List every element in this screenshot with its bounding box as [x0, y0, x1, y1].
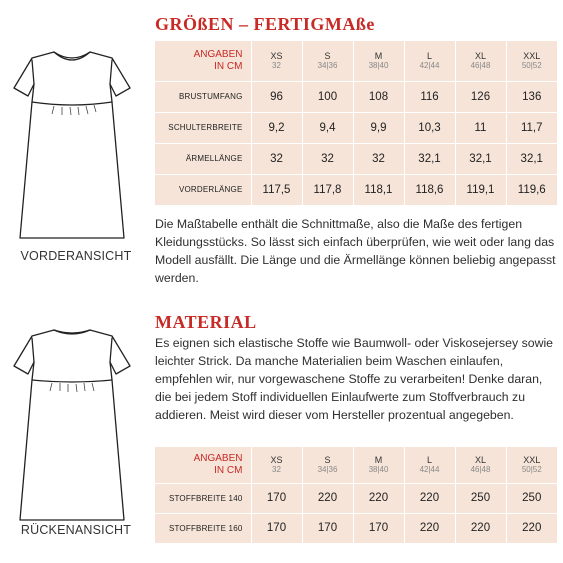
size-col-l: L 42|44: [404, 447, 455, 483]
sizes-description: Die Maßtabelle enthält die Schnittmaße, also die Maße des fertigen Kleidungsstücks. So lässt sich einfach überprüfen, wie weit oder lang das Modell ausfällt. Die Länge und die Ärmellänge können beliebig angepasst werden.: [155, 217, 556, 285]
size-col-xl: XL 46|48: [455, 41, 506, 81]
table-cell: 32,1: [506, 143, 557, 174]
size-chart-header-label: ANGABEN IN CM: [155, 41, 251, 81]
table-cell: 117,8: [302, 174, 353, 205]
front-view-sketch: [8, 40, 136, 245]
table-cell: 118,6: [404, 174, 455, 205]
size-col-m: M 38|40: [353, 447, 404, 483]
table-row: [155, 174, 557, 205]
size-col-m: M 38|40: [353, 41, 404, 81]
table-cell: 170: [302, 513, 353, 543]
table-row: [155, 143, 557, 174]
table-cell: 119,6: [517, 183, 546, 196]
table-cell: 32,1: [455, 143, 506, 174]
table-cell: 11,7: [506, 112, 557, 143]
size-col-s: S 34|36: [302, 41, 353, 81]
table-cell: 220: [302, 483, 353, 513]
row-label-stoffbreite-140: STOFFBREITE 140: [155, 483, 251, 513]
dress-back-drawing: [8, 320, 136, 528]
table-cell: 250: [455, 483, 506, 513]
table-cell: 96: [251, 81, 302, 112]
size-col-xxl: XXL 50|52: [506, 41, 557, 81]
table-cell: 220: [522, 522, 542, 535]
table-cell: 116: [404, 81, 455, 112]
table-cell: 118,1: [353, 174, 404, 205]
size-col-l: L 42|44: [404, 41, 455, 81]
table-cell: 11: [455, 112, 506, 143]
material-description: Es eignen sich elastische Stoffe wie Baumwoll- oder Viskosejersey sowie leichter Strick. Da manche Materialien beim Waschen einlaufen, empfehlen wir, nur vorgewaschene Stoffe zu verarbeiten! Denke daran, die bei jedem Stoff individuellen Einlaufwerte zum Stoffverbrauch zu addieren. Meist wird dieser vom Hersteller prozentual angegeben.: [155, 336, 554, 422]
table-cell: 170: [353, 513, 404, 543]
table-row: [155, 81, 557, 112]
table-cell: 32: [251, 143, 302, 174]
back-view-label: RÜCKENANSICHT: [20, 523, 132, 537]
table-row: [155, 112, 557, 143]
table-cell: 126: [455, 81, 506, 112]
row-label-vorderlaenge: VORDERLÄNGE: [155, 174, 251, 205]
size-col-xs: XS 32: [251, 447, 302, 483]
sizes-title: GRÖßEN – FERTIGMAße: [155, 14, 375, 34]
fabric-chart-header-label: ANGABEN IN CM: [155, 447, 251, 483]
table-cell: 170: [251, 513, 302, 543]
size-chart-table: [155, 41, 557, 205]
size-col-xl: XL 46|48: [455, 447, 506, 483]
table-cell: 9,2: [251, 112, 302, 143]
table-cell: 10,3: [404, 112, 455, 143]
row-label-schulterbreite: SCHULTERBREITE: [155, 112, 251, 143]
fabric-chart-table: [155, 447, 557, 543]
table-cell: 170: [251, 483, 302, 513]
table-cell: 100: [302, 81, 353, 112]
row-label-stoffbreite-160: STOFFBREITE 160: [155, 513, 251, 543]
table-row: [155, 483, 557, 513]
table-cell: 220: [455, 513, 506, 543]
row-label-aermellaenge: ÄRMELLÄNGE: [155, 143, 251, 174]
sketch-column: [0, 0, 152, 563]
table-cell: 117,5: [251, 174, 302, 205]
table-cell: 220: [404, 513, 455, 543]
table-cell: 136: [506, 81, 557, 112]
table-cell: 32: [302, 143, 353, 174]
dress-front-drawing: [8, 40, 136, 245]
size-chart-header-row: [155, 41, 557, 81]
table-cell: 32,1: [404, 143, 455, 174]
fabric-chart-header-row: [155, 447, 557, 483]
table-cell: 9,9: [353, 112, 404, 143]
table-cell: 9,4: [302, 112, 353, 143]
size-col-xxl: XXL 50|52: [506, 447, 557, 483]
material-title: MATERIAL: [155, 312, 257, 332]
row-label-brustumfang: BRUSTUMFANG: [155, 81, 251, 112]
table-cell: 32: [353, 143, 404, 174]
table-cell: 250: [506, 483, 557, 513]
size-col-s: S 34|36: [302, 447, 353, 483]
size-col-xs: XS 32: [251, 41, 302, 81]
table-cell: 220: [353, 483, 404, 513]
table-cell: 119,1: [455, 174, 506, 205]
front-view-label: VORDERANSICHT: [20, 249, 132, 263]
back-view-sketch: [8, 320, 136, 528]
table-cell: 108: [353, 81, 404, 112]
table-cell: 220: [404, 483, 455, 513]
table-row: [155, 513, 557, 543]
